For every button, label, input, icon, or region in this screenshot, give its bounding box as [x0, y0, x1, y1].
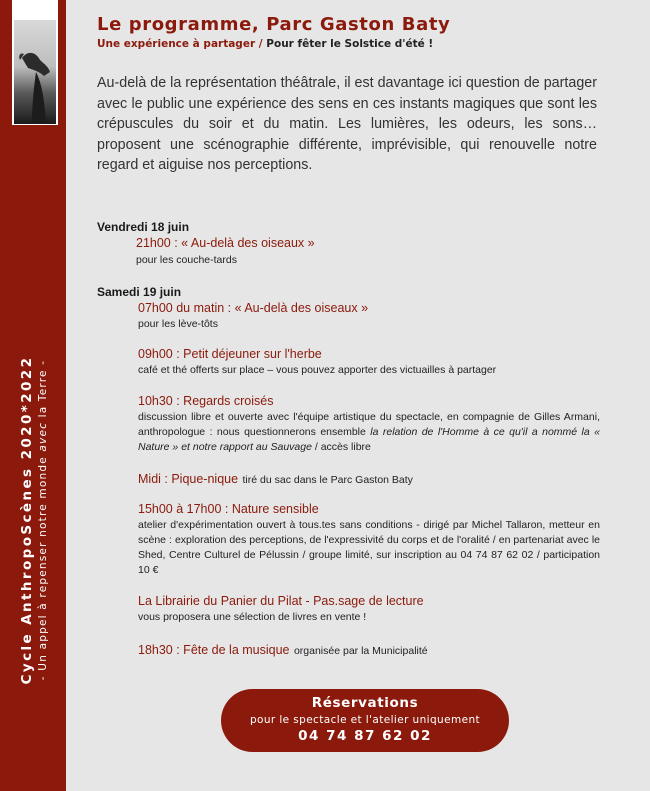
day-heading-friday: Vendredi 18 juin — [97, 220, 190, 234]
event-title: 07h00 du matin : « Au-delà des oiseaux » — [138, 301, 369, 315]
event-desc: vous proposera une sélection de livres en vente ! — [138, 611, 367, 623]
event-title: 21h00 : « Au-delà des oiseaux » — [136, 236, 315, 250]
content-panel — [66, 0, 636, 791]
event-title: 10h30 : Regards croisés — [138, 394, 274, 408]
event-desc: discussion libre et ouverte avec l'équipe artistique du spectacle, en compagnie de Gilles Armani, anthropologue : nous questionnerons ensemble la relation de l'Homme à ce qu'il a nommé la « Nature » et notre rapport au Sauvage / accès libre — [138, 411, 600, 453]
event-line-picnic — [138, 470, 413, 488]
event-title: Midi : Pique-nique — [138, 472, 239, 486]
right-margin — [636, 0, 650, 791]
page-subtitle: Une expérience à partager / Pour fêter le Solstice d'été ! — [97, 38, 434, 50]
event-title: La Librairie du Panier du Pilat - Pas.sage de lecture — [138, 594, 424, 608]
reservation-title: Réservations — [311, 695, 419, 711]
sidebar-band — [0, 0, 66, 791]
series-tagline: - Un appel à repenser notre monde avec la Terre - — [37, 359, 49, 681]
page-title: Le programme, Parc Gaston Baty — [97, 14, 451, 35]
event-line-music — [138, 641, 428, 659]
series-title: Cycle AnthropoScènes 2020*2022 — [19, 355, 35, 685]
event-desc: tiré du sac dans le Parc Gaston Baty — [242, 474, 413, 486]
event-title: 15h00 à 17h00 : Nature sensible — [138, 502, 319, 516]
event-desc: café et thé offerts sur place – vous pouvez apporter des victuailles à partager — [138, 364, 497, 376]
reservation-phone[interactable]: 04 74 87 62 02 — [298, 728, 432, 744]
event-title: 18h30 : Fête de la musique — [138, 643, 290, 657]
day-heading-saturday: Samedi 19 juin — [97, 285, 182, 299]
event-desc: organisée par la Municipalité — [293, 645, 428, 657]
event-desc: atelier d'expérimentation ouvert à tous.tes sans conditions - dirigé par Michel Tallaron, metteur en scène : exploration des perceptions, de l'expressivité du corps et de l'oralité / en partenariat avec le Shed, Centre Culturel de Pélussin / groupe limité, sur inscription au 04 74 87 62 02 / participation 10 € — [138, 519, 600, 576]
event-desc: pour les lève-tôts — [138, 318, 218, 330]
event-desc: pour les couche-tards — [136, 254, 237, 266]
reservation-badge — [221, 689, 509, 752]
intro-paragraph: Au-delà de la représentation théâtrale, il est davantage ici question de partager avec le public une expérience des sens en ces instants magiques que sont les crépuscules du soir et du matin. Les lumières, les odeurs, les sons… proposent une scénographie différente, imprévisible, qui renouvelle notre regard et aiguise nos perceptions. — [97, 75, 597, 173]
event-title: 09h00 : Petit déjeuner sur l'herbe — [138, 347, 322, 361]
reservation-subtitle: pour le spectacle et l'atelier uniquement — [249, 714, 481, 726]
performer-photo — [14, 20, 56, 124]
